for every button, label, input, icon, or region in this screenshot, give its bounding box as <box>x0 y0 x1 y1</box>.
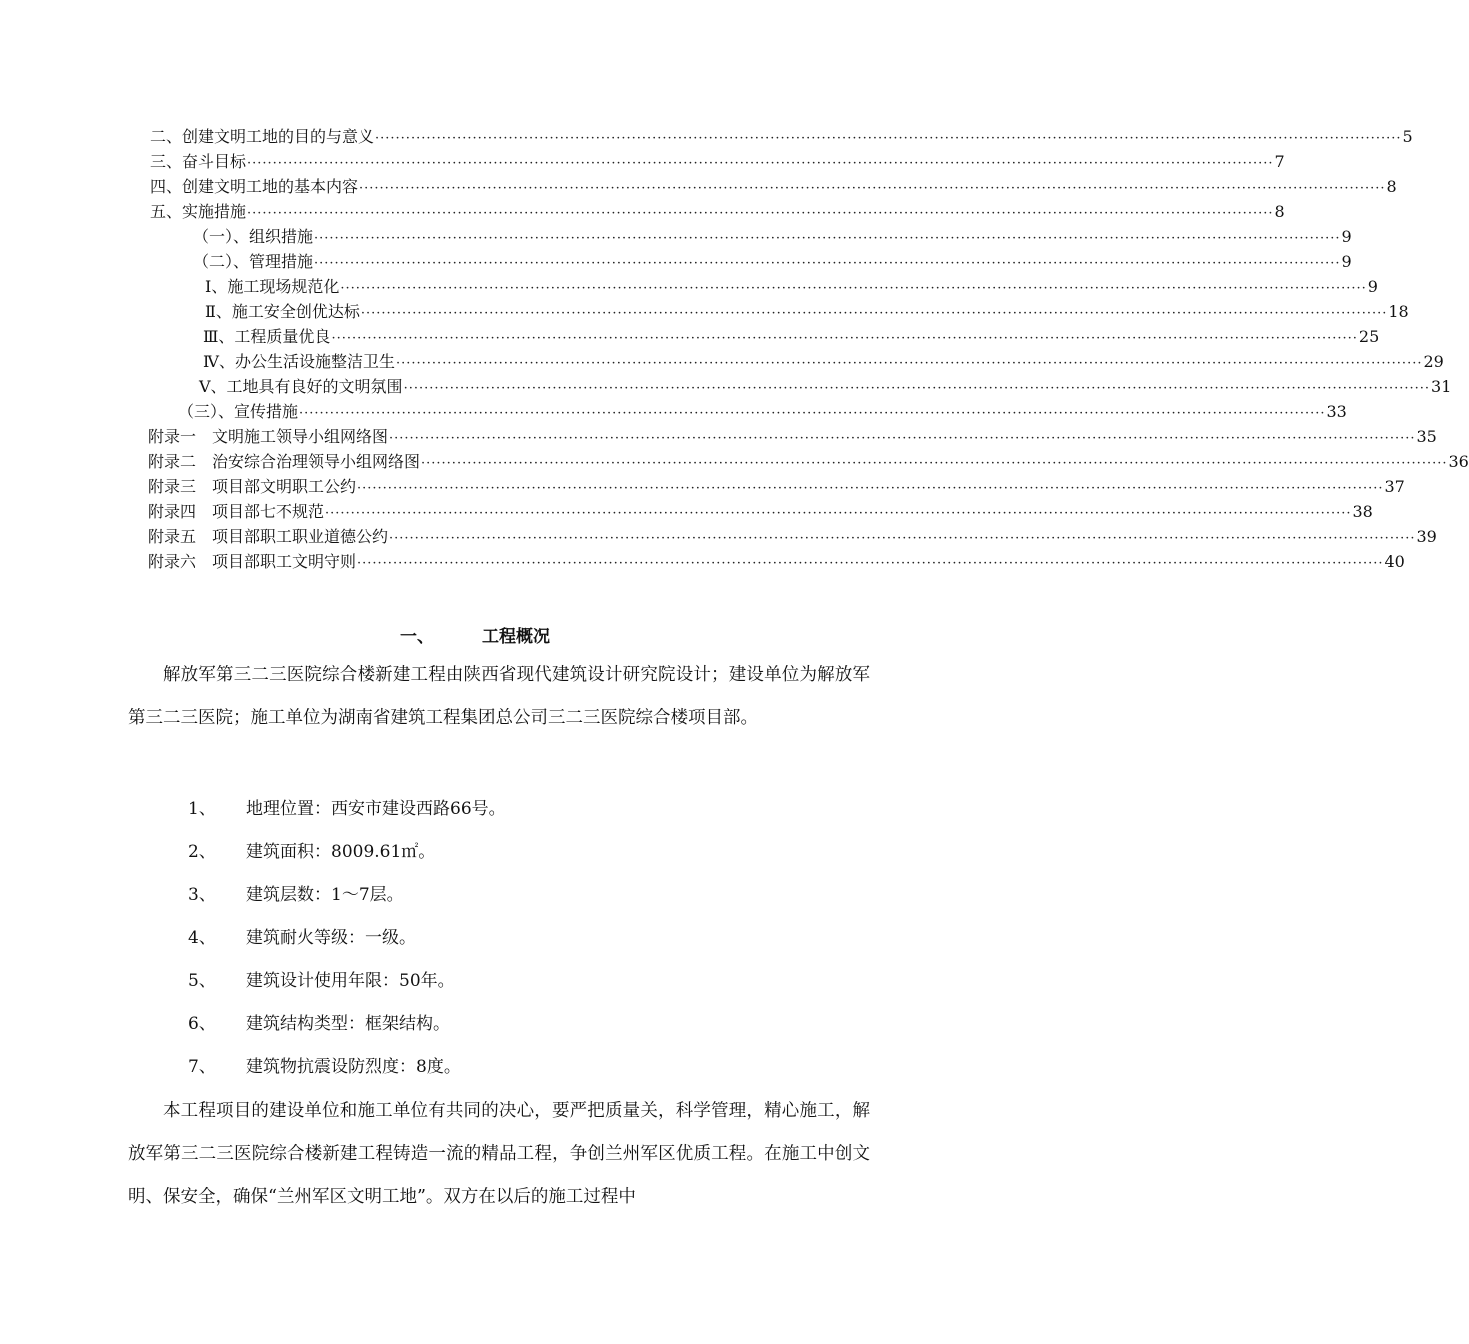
toc-leader-dots: ········································································································································································································ <box>331 331 1358 346</box>
toc-entry-label: （二）、管理措施 <box>193 252 314 271</box>
toc-entry-page: 33 <box>1326 402 1347 421</box>
toc-entry[interactable] <box>148 549 1405 574</box>
toc-entry-page: 36 <box>1448 452 1469 471</box>
toc-entry-page: 35 <box>1416 427 1437 446</box>
toc-leader-dots: ········································································································································································································ <box>340 281 1367 296</box>
toc-entry-label: 附录一 文明施工领导小组网络图 <box>148 427 389 446</box>
list-item-number: 1、 <box>188 799 216 819</box>
toc-entry[interactable] <box>203 349 1444 374</box>
toc-entry[interactable] <box>193 224 1352 249</box>
toc-entry[interactable] <box>150 124 1413 149</box>
list-item <box>188 797 506 821</box>
list-item-number: 5、 <box>188 971 216 991</box>
toc-entry-label: Ⅰ、施工现场规范化 <box>205 277 340 296</box>
toc-entry-label: 附录二 治安综合治理领导小组网络图 <box>148 452 421 471</box>
toc-entry-label: 二、创建文明工地的目的与意义 <box>150 127 375 146</box>
list-item <box>188 969 455 993</box>
toc-entry-page: 9 <box>1367 277 1378 296</box>
section-heading <box>0 622 950 647</box>
toc-entry[interactable] <box>148 499 1373 524</box>
toc-entry-label: 四、创建文明工地的基本内容 <box>150 177 359 196</box>
toc-leader-dots: ········································································································································································································ <box>247 206 1274 221</box>
section-title: 工程概况 <box>482 627 550 647</box>
toc-entry-page: 29 <box>1423 352 1444 371</box>
list-item <box>188 883 404 907</box>
toc-entry-page: 8 <box>1386 177 1397 196</box>
toc-entry-label: Ⅴ、工地具有良好的文明氛围 <box>199 377 403 396</box>
toc-entry-label: Ⅱ、施工安全创优达标 <box>205 302 360 321</box>
toc-entry-label: 附录五 项目部职工职业道德公约 <box>148 527 389 546</box>
list-item <box>188 926 416 950</box>
list-item <box>188 840 435 864</box>
toc-entry-page: 7 <box>1274 152 1285 171</box>
list-item <box>188 1012 450 1036</box>
list-item-number: 2、 <box>188 842 216 862</box>
list-item-number: 3、 <box>188 885 216 905</box>
toc-leader-dots: ········································································································································································································ <box>357 556 1384 571</box>
toc-entry[interactable] <box>148 449 1469 474</box>
toc-leader-dots: ········································································································································································································ <box>299 406 1326 421</box>
toc-leader-dots: ········································································································································································································ <box>360 306 1388 321</box>
toc-entry[interactable] <box>199 374 1452 399</box>
toc-entry-label: （三）、宣传措施 <box>178 402 299 421</box>
toc-leader-dots: ········································································································································································································ <box>375 131 1402 146</box>
toc-leader-dots: ········································································································································································································ <box>314 231 1341 246</box>
toc-entry-label: 五、实施措施 <box>150 202 247 221</box>
list-item-number: 7、 <box>188 1057 216 1077</box>
list-item <box>188 1055 461 1079</box>
toc-entry-page: 9 <box>1341 227 1352 246</box>
toc-leader-dots: ········································································································································································································ <box>421 456 1448 471</box>
toc-entry-label: Ⅲ、工程质量优良 <box>203 327 331 346</box>
toc-leader-dots: ········································································································································································································ <box>389 431 1416 446</box>
list-item-text: 地理位置：西安市建设西路66号。 <box>246 799 506 819</box>
toc-leader-dots: ········································································································································································································ <box>359 181 1386 196</box>
toc-entry-label: 三、奋斗目标 <box>150 152 247 171</box>
toc-entry[interactable] <box>150 199 1285 224</box>
toc-entry[interactable] <box>150 149 1285 174</box>
list-item-text: 建筑面积：8009.61㎡。 <box>246 842 436 862</box>
list-item-number: 4、 <box>188 928 216 948</box>
toc-leader-dots: ········································································································································································································ <box>247 156 1274 171</box>
toc-entry[interactable] <box>148 524 1437 549</box>
toc-entry-page: 5 <box>1402 127 1413 146</box>
list-item-text: 建筑物抗震设防烈度：8度。 <box>246 1057 461 1077</box>
toc-leader-dots: ········································································································································································································ <box>403 381 1431 396</box>
toc-entry-page: 9 <box>1341 252 1352 271</box>
toc-leader-dots: ········································································································································································································ <box>325 506 1352 521</box>
toc-entry-label: 附录三 项目部文明职工公约 <box>148 477 357 496</box>
list-item-number: 6、 <box>188 1014 216 1034</box>
toc-entry-label: （一）、组织措施 <box>193 227 314 246</box>
toc-entry[interactable] <box>150 174 1397 199</box>
list-item-text: 建筑层数：1～7层。 <box>246 885 404 905</box>
intro-paragraph: 解放军第三二三医院综合楼新建工程由陕西省现代建筑设计研究院设计；建设单位为解放军第三二三医院；施工单位为湖南省建筑工程集团总公司三二三医院综合楼项目部。 <box>128 665 870 728</box>
list-item-text: 建筑结构类型：框架结构。 <box>246 1014 450 1034</box>
closing-paragraph: 本工程项目的建设单位和施工单位有共同的决心，要严把质量关，科学管理，精心施工，解放军第三二三医院综合楼新建工程铸造一流的精品工程，争创兰州军区优质工程。在施工中创文明、保安全，确保“兰州军区文明工地”。双方在以后的施工过程中 <box>128 1101 870 1207</box>
toc-entry[interactable] <box>205 274 1378 299</box>
toc-entry-page: 37 <box>1384 477 1405 496</box>
toc-entry-label: Ⅳ、办公生活设施整洁卫生 <box>203 352 395 371</box>
list-item-text: 建筑耐火等级：一级。 <box>246 928 416 948</box>
toc-entry-page: 18 <box>1388 302 1409 321</box>
section-number: 一、 <box>400 627 434 647</box>
toc-entry-label: 附录四 项目部七不规范 <box>148 502 325 521</box>
toc-entry-page: 8 <box>1274 202 1285 221</box>
toc-entry[interactable] <box>193 249 1352 274</box>
toc-entry-page: 39 <box>1416 527 1437 546</box>
toc-leader-dots: ········································································································································································································ <box>357 481 1384 496</box>
toc-entry-page: 25 <box>1358 327 1380 346</box>
toc-entry[interactable] <box>178 399 1347 424</box>
toc-leader-dots: ········································································································································································································ <box>396 356 1423 371</box>
toc-entry-label: 附录六 项目部职工文明守则 <box>148 552 357 571</box>
list-item-text: 建筑设计使用年限：50年。 <box>246 971 455 991</box>
toc-entry-page: 38 <box>1352 502 1373 521</box>
toc-entry[interactable] <box>148 424 1437 449</box>
toc-leader-dots: ········································································································································································································ <box>314 256 1341 271</box>
toc-leader-dots: ········································································································································································································ <box>389 531 1416 546</box>
toc-entry[interactable] <box>148 474 1405 499</box>
toc-entry-page: 40 <box>1384 552 1405 571</box>
toc-entry-page: 31 <box>1431 377 1452 396</box>
toc-entry[interactable] <box>205 299 1409 324</box>
toc-entry[interactable] <box>203 324 1380 349</box>
